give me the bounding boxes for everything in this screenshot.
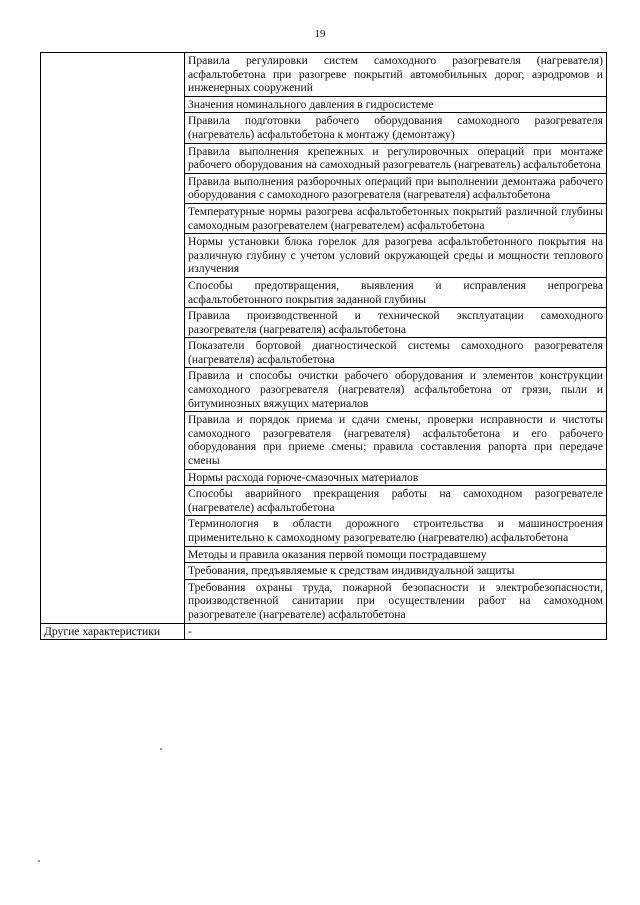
knowledge-item: Показатели бортовой диагностической системы самоходного разогревателя (нагревателя) асфальтобетона (185, 338, 607, 368)
table-row (41, 53, 607, 97)
table-row-other-characteristics (41, 623, 607, 640)
knowledge-item: Нормы расхода горюче-смазочных материалов (185, 469, 607, 486)
knowledge-item: Правила подготовки рабочего оборудования самоходного разогревателя (нагреватель) асфальтобетона к монтажу (демонтажу) (185, 113, 607, 143)
knowledge-item: Правила выполнения крепежных и регулировочных операций при монтаже рабочего оборудования на самоходный разогреватель (нагреватель) асфальтобетона (185, 143, 607, 173)
row-label-cell (41, 53, 185, 624)
scan-speck (38, 860, 40, 862)
knowledge-item: Значения номинального давления в гидросистеме (185, 96, 607, 113)
page-number: 19 (314, 28, 326, 40)
knowledge-item: Методы и правила оказания первой помощи пострадавшему (185, 546, 607, 563)
knowledge-item: Правила производственной и технической эксплуатации самоходного разогревателя (нагревателя) асфальтобетона (185, 308, 607, 338)
other-characteristics-label: Другие характеристики (41, 623, 185, 640)
knowledge-item: Правила выполнения разборочных операций при выполнении демонтажа рабочего оборудования с самоходного разогревателя (нагревателя) асфальтобетона (185, 173, 607, 203)
knowledge-item: Правила регулировки систем самоходного разогревателя (нагревателя) асфальтобетона при разогреве покрытий автомобильных дорог, аэродромов и инженерных сооружений (185, 53, 607, 97)
scan-speck (160, 748, 162, 750)
knowledge-item: Правила и порядок приема и сдачи смены, проверки исправности и чистоты самоходного разогревателя (нагревателя) асфальтобетона и его рабочего оборудования при приеме смены; правила составления рапорта при передаче смены (185, 412, 607, 469)
knowledge-item: Требования, предъявляемые к средствам индивидуальной защиты (185, 563, 607, 580)
knowledge-item: Способы аварийного прекращения работы на самоходном разогревателе (нагревателе) асфальтобетона (185, 486, 607, 516)
knowledge-item: Нормы установки блока горелок для разогрева асфальтобетонного покрытия на различную глубину с учетом условий окружающей среды и мощности теплового излучения (185, 234, 607, 278)
knowledge-item: Правила и способы очистки рабочего оборудования и элементов конструкции самоходного разогревателя (нагревателя) асфальтобетона от грязи, пыли и битуминозных вяжущих материалов (185, 368, 607, 412)
knowledge-item: Требования охраны труда, пожарной безопасности и электробезопасности, производственной санитарии при осуществлении работ на самоходном разогревателе (нагревателе) асфальтобетона (185, 579, 607, 623)
knowledge-item: Температурные нормы разогрева асфальтобетонных покрытий различной глубины самоходным разогревателем (нагревателем) асфальтобетона (185, 203, 607, 233)
knowledge-item: Способы предотвращения, выявления и исправления непрогрева асфальтобетонного покрытия заданной глубины (185, 277, 607, 307)
requirements-table (40, 52, 607, 640)
other-characteristics-value: - (185, 623, 607, 640)
knowledge-item: Терминология в области дорожного строительства и машиностроения применительно к самоходному разогревателю (нагревателю) асфальтобетона (185, 516, 607, 546)
